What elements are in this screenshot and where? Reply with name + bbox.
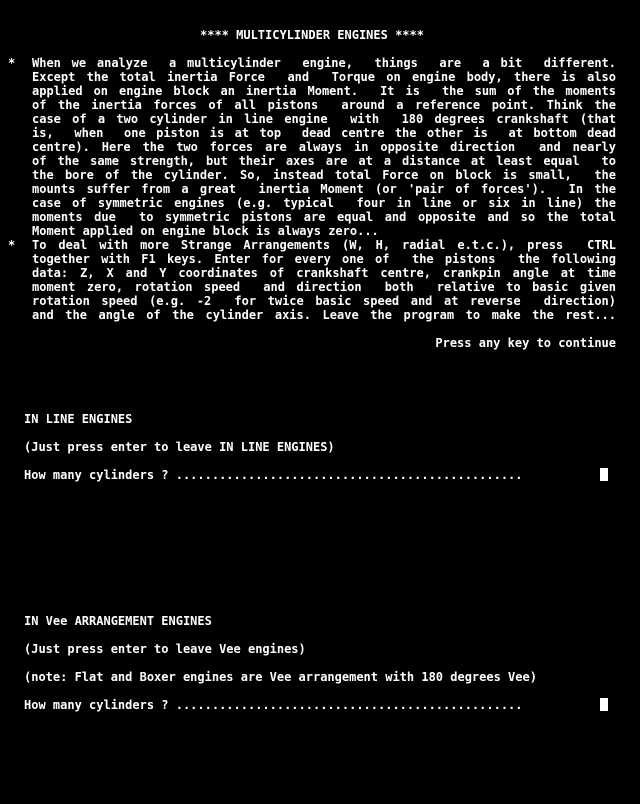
inline-cylinders-prompt[interactable]: How many cylinders ? ................................................: [24, 468, 523, 482]
bullet-2: *: [8, 238, 16, 252]
intro-line: together with F1 keys. Enter for every one of the pistons the following: [32, 252, 616, 266]
intro-line: is, when one piston is at top dead centre the other is at bottom dead: [32, 126, 616, 140]
vee-text-cursor: [600, 698, 608, 711]
intro-line: To deal with more Strange Arrangements (W, H, radial e.t.c.), press CTRL: [32, 238, 616, 252]
inline-heading: IN LINE ENGINES: [24, 412, 133, 426]
intro-line: Except the total inertia Force and Torque on engine body, there is also: [32, 70, 616, 84]
continue-prompt[interactable]: Press any key to continue: [435, 336, 616, 350]
intro-line: centre). Here the two forces are always in opposite direction and nearly: [32, 140, 616, 154]
vee-heading: IN Vee ARRANGEMENT ENGINES: [24, 614, 212, 628]
intro-line: the bore of the cylinder. So, instead total Force on block is small, the: [32, 168, 616, 182]
intro-line: mounts suffer from a great inertia Moment (or 'pair of forces'). In the: [32, 182, 616, 196]
intro-line: When we analyze a multicylinder engine, things are a bit different.: [32, 56, 616, 70]
page-title: **** MULTICYLINDER ENGINES ****: [200, 28, 424, 42]
vee-hint: (Just press enter to leave Vee engines): [24, 642, 306, 656]
intro-line: of the same strength, but their axes are at a distance at least equal to: [32, 154, 616, 168]
inline-text-cursor: [600, 468, 608, 481]
intro-line: and the angle of the cylinder axis. Leave the program to make the rest...: [32, 308, 616, 322]
intro-line: data: Z, X and Y coordinates of crankshaft centre, crankpin angle at time: [32, 266, 616, 280]
intro-line: case of symmetric engines (e.g. typical four in line or six in line) the: [32, 196, 616, 210]
bullet-1: *: [8, 56, 16, 70]
intro-line: moments due to symmetric pistons are equal and opposite and so the total: [32, 210, 616, 224]
intro-line: of the inertia forces of all pistons around a reference point. Think the: [32, 98, 616, 112]
vee-note: (note: Flat and Boxer engines are Vee arrangement with 180 degrees Vee): [24, 670, 537, 684]
intro-line: rotation speed (e.g. -2 for twice basic speed and at reverse direction): [32, 294, 616, 308]
intro-line: case of a two cylinder in line engine with 180 degrees crankshaft (that: [32, 112, 616, 126]
vee-cylinders-prompt[interactable]: How many cylinders ? ................................................: [24, 698, 523, 712]
intro-line: Moment applied on engine block is always zero...: [32, 224, 379, 238]
intro-line: moment zero, rotation speed and direction both relative to basic given: [32, 280, 616, 294]
inline-hint: (Just press enter to leave IN LINE ENGINES): [24, 440, 335, 454]
intro-line: applied on engine block an inertia Moment. It is the sum of the moments: [32, 84, 616, 98]
